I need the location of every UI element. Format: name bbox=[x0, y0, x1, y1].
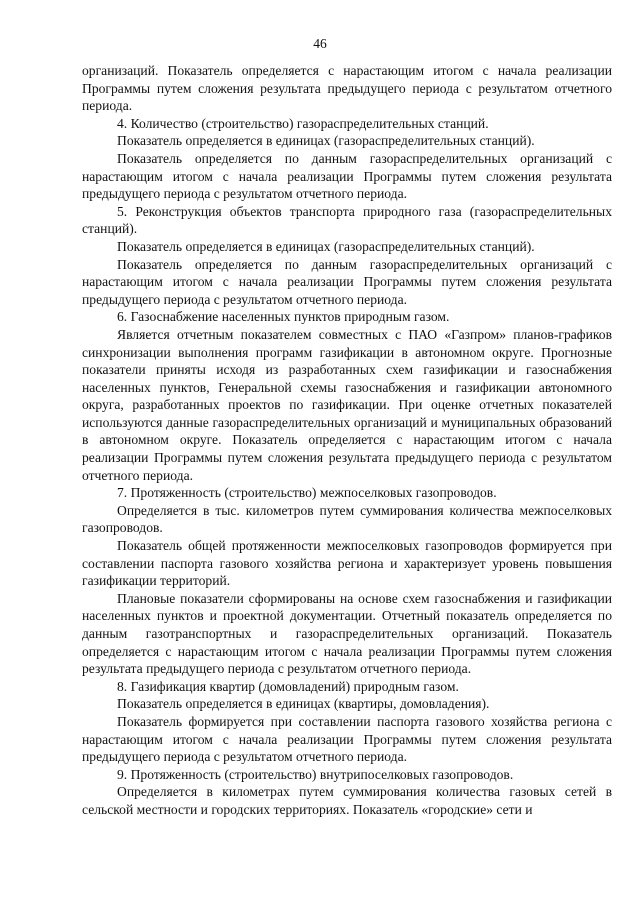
paragraph: Показатель определяется по данным газораспределительных организаций с нарастающим итогом с начала реализации Программы путем сложения результата предыдущего периода с результатом отчетного периода. bbox=[82, 256, 612, 307]
paragraph: 6. Газоснабжение населенных пунктов природным газом. bbox=[117, 309, 450, 325]
paragraph: Является отчетным показателем совместных с ПАО «Газпром» планов-графиков синхронизации выполнения программ газификации в автономном округе. Прогнозные показатели приняты исходя из разработанных схем газификации и газоснабжения населенных пунктов, Генеральной схемы газоснабжения и газификации автономного округа, разработанных проектов по газификации. При оценке отчетных показателей используются данные газораспределительных организаций и муниципальных образований в автономном округе. Показатель определяется с нарастающим итогом с начала реализации Программы путем сложения результата предыдущего периода с результатом отчетного периода. bbox=[82, 326, 612, 483]
paragraph: 7. Протяженность (строительство) межпоселковых газопроводов. bbox=[117, 485, 497, 501]
paragraph: 8. Газификация квартир (домовладений) природным газом. bbox=[117, 678, 459, 694]
paragraph: Показатель определяется в единицах (квартиры, домовладения). bbox=[117, 696, 490, 712]
page-number: 46 bbox=[313, 36, 327, 51]
paragraph: Определяется в тыс. километров путем суммирования количества межпоселковых газопроводов. bbox=[82, 502, 612, 536]
paragraph: 4. Количество (строительство) газораспределительных станций. bbox=[117, 115, 489, 131]
paragraph: Показатель определяется в единицах (газораспределительных станций). bbox=[117, 238, 535, 254]
paragraph: 5. Реконструкция объектов транспорта природного газа (газораспределительных станций). bbox=[82, 203, 612, 237]
paragraph: Показатель определяется в единицах (газораспределительных станций). bbox=[117, 133, 535, 149]
paragraph: Плановые показатели сформированы на основе схем газоснабжения и газификации населенных пунктов и проектной документации. Отчетный показатель определяется по данным газотранспортных и газораспределительных организаций. Показатель определяется с нарастающим итогом с начала реализации Программы путем сложения результата предыдущего периода с результатом отчетного периода. bbox=[82, 590, 612, 677]
paragraph: Определяется в километрах путем суммирования количества газовых сетей в сельской местности и городских территориях. Показатель «городские» сети и bbox=[82, 784, 612, 817]
paragraph: 9. Протяженность (строительство) внутрипоселковых газопроводов. bbox=[117, 766, 514, 782]
paragraph: Показатель формируется при составлении паспорта газового хозяйства региона с нарастающим итогом с начала реализации Программы путем сложения результата предыдущего периода с результатом отчетного периода. bbox=[82, 713, 612, 765]
paragraph: организаций. Показатель определяется с нарастающим итогом с начала реализации Программы путем сложения результата предыдущего периода с результатом отчетного периода. bbox=[82, 63, 612, 114]
paragraph: Показатель общей протяженности межпоселковых газопроводов формируется при составлении паспорта газового хозяйства региона и характеризует уровень повышения газификации территорий. bbox=[82, 538, 612, 589]
document-body bbox=[82, 62, 612, 819]
paragraph: Показатель определяется по данным газораспределительных организаций с нарастающим итогом с начала реализации Программы путем сложения результата предыдущего периода с результатом отчетного периода. bbox=[82, 150, 612, 202]
